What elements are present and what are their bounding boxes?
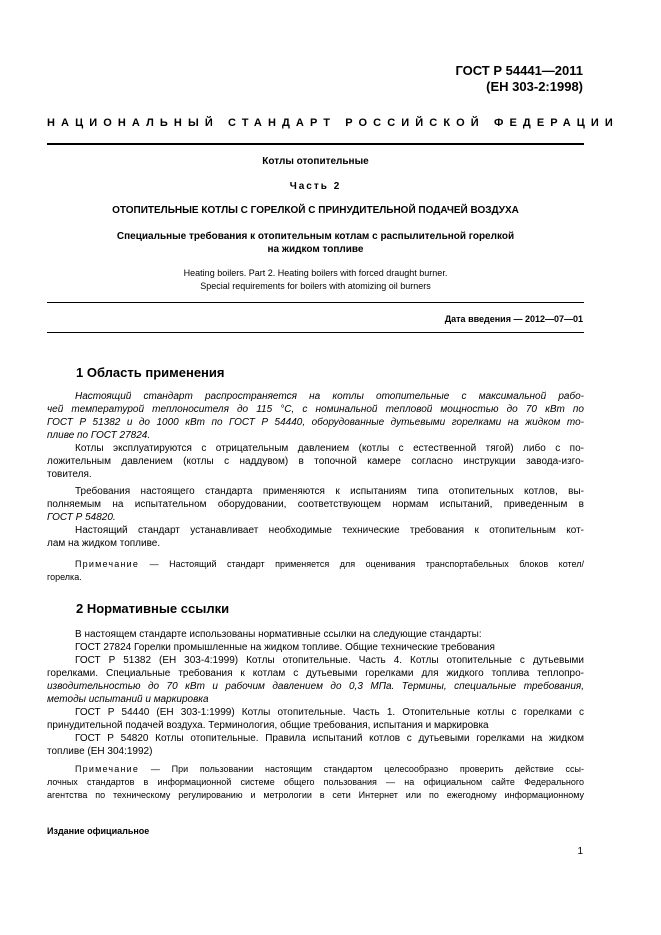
reference-line: принудительной подачей воздуха. Терминология, общие требования, испытания и маркировка — [47, 720, 489, 731]
standard-number: ГОСТ Р 54441—2011 — [455, 63, 583, 78]
paragraph-line: Настоящий стандарт устанавливает необходимые технические требования к отопительным кот- — [75, 525, 584, 536]
standard-number-block — [455, 63, 583, 95]
section-1-body — [47, 390, 584, 584]
paragraph-line: пливе по ГОСТ 27824. — [47, 430, 151, 441]
english-title-line: Special requirements for boilers with atomizing oil burners — [200, 281, 431, 291]
paragraph-line: ГОСТ Р 51382 и до 1000 кВт по ГОСТ Р 54440, оборудованные дутьевыми горелками на жидком то- — [47, 417, 584, 428]
section-2-body — [47, 628, 584, 802]
section-2-title: 2 Нормативные ссылки — [76, 601, 230, 616]
paragraph-line: полняемым на испытательном оборудовании, соответствующем нормам испытаний, приведенным в — [47, 499, 584, 510]
reference-line: ГОСТ Р 54820 Котлы отопительные. Правила испытаний котлов с дутьевыми горелками на жидком — [75, 733, 584, 744]
reference-line: изводительностью до 70 кВт и рабочим давлением до 0,3 МПа. Термины, специальные требования, — [47, 681, 584, 692]
reference-line: В настоящем стандарте использованы нормативные ссылки на следующие стандарты: — [75, 629, 482, 640]
reference-line: топливе (ЕН 304:1992) — [47, 746, 153, 757]
paragraph-line: Настоящий стандарт распространяется на котлы отопительные с максимальной рабо- — [75, 391, 584, 402]
paragraph-line: Требования настоящего стандарта применяются к испытаниям типа отопительных котлов, вы- — [75, 486, 584, 497]
paragraph-line: Котлы эксплуатируются с отрицательным давлением (котлы с естественной тягой) либо с по- — [75, 443, 584, 454]
note-line: лочных стандартов в информационной системе общего пользования — на официальном сайте Федерального — [47, 777, 584, 787]
date-divider — [47, 332, 584, 333]
reference-line: ГОСТ Р 54440 (ЕН 303-1:1999) Котлы отопительные. Часть 1. Отопительные котлы с горелками с — [75, 707, 584, 718]
note-line: агентства по техническому регулированию и метрологии в сети Интернет или по ежегодному информационному — [47, 790, 584, 800]
reference-line: методы испытаний и маркировка — [47, 694, 209, 705]
title-divider — [47, 302, 584, 303]
english-title-line: Heating boilers. Part 2. Heating boilers with forced draught burner. — [183, 268, 448, 278]
paragraph-line: чей температурой теплоносителя до 115 °С, с номинальной тепловой мощностью до 70 кВт по — [47, 404, 584, 415]
note-line — [47, 763, 584, 776]
paragraph-line: ложительным давлением (котлы с наддувом) в топочной камере согласно инструкции завода-изго- — [47, 456, 584, 467]
section-1-title: 1 Область применения — [76, 365, 225, 380]
introduction-date: Дата введения — 2012—07—01 — [444, 314, 583, 324]
note-line: горелка. — [47, 572, 82, 582]
page-number: 1 — [577, 846, 583, 857]
reference-line: горелками. Специальные требования к котлам с дутьевыми горелками для жидкого топлива теплопро- — [47, 668, 584, 679]
note-label: Примечание — [75, 559, 140, 569]
title-english — [47, 267, 584, 293]
title-part: Часть 2 — [289, 181, 342, 192]
reference-line: ГОСТ Р 51382 (ЕН 303-4:1999) Котлы отопительные. Часть 4. Котлы отопительные с дутьевыми — [75, 655, 584, 666]
paragraph-line: ГОСТ Р 54820. — [47, 512, 116, 523]
edition-label: Издание официальное — [47, 826, 150, 836]
title-main: ОТОПИТЕЛЬНЫЕ КОТЛЫ С ГОРЕЛКОЙ С ПРИНУДИТЕЛЬНОЙ ПОДАЧЕЙ ВОЗДУХА — [112, 205, 519, 216]
subtitle-line: Специальные требования к отопительным котлам с распылительной горелкой — [116, 231, 515, 242]
paragraph-line: лам на жидком топливе. — [47, 538, 161, 549]
reference-line: ГОСТ 27824 Горелки промышленные на жидком топливе. Общие технические требования — [75, 642, 495, 653]
paragraph-line: товителя. — [47, 469, 92, 480]
header-divider — [47, 143, 584, 145]
note-line — [47, 558, 584, 571]
title-group: Котлы отопительные — [262, 156, 369, 167]
subtitle-line: на жидком топливе — [267, 244, 364, 255]
title-subtitle — [47, 230, 584, 256]
equivalent-standard: (ЕН 303-2:1998) — [486, 79, 583, 94]
note-text: — Настоящий стандарт применяется для оценивания транспортабельных блоков котел/ — [139, 559, 584, 569]
note-text: — При пользовании настоящим стандартом целесообразно проверить действие ссы- — [139, 764, 584, 774]
national-standard-heading: НАЦИОНАЛЬНЫЙ СТАНДАРТ РОССИЙСКОЙ ФЕДЕРАЦИИ — [47, 117, 619, 129]
note-label: Примечание — [75, 764, 140, 774]
